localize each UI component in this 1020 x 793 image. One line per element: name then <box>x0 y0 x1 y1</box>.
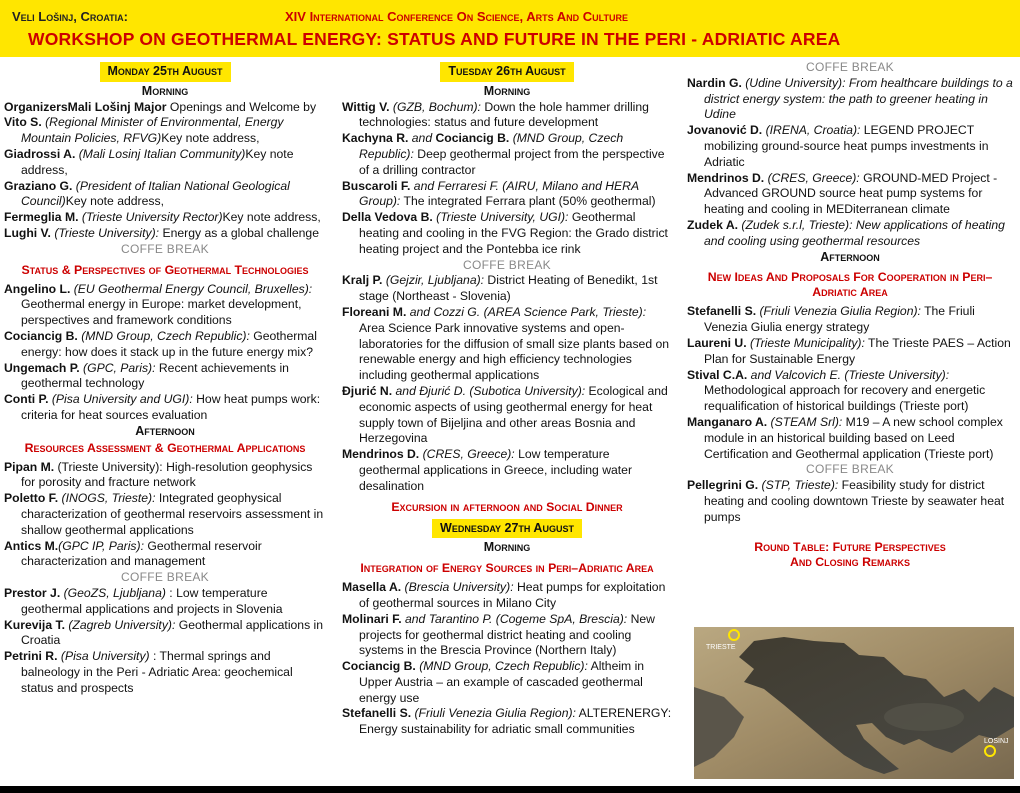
speaker-name: Stefanelli S. <box>687 304 757 319</box>
affiliation: (Pisa University and UGI): <box>48 392 193 407</box>
speaker-name: Cociancig B. <box>342 659 416 674</box>
location-label: Veli Lošinj, Croatia: <box>12 9 129 24</box>
talk-list <box>687 76 1013 250</box>
talk-item <box>687 218 1013 250</box>
affiliation: (Trieste Municipality): <box>746 335 865 350</box>
talk-title: Feasibility study for district heating and cooling downtown Trieste by seawater heat pumps <box>704 478 1005 524</box>
talk-item <box>4 100 326 116</box>
talk-item <box>342 131 672 178</box>
speaker-name: Stival C.A. <box>687 367 748 382</box>
speaker-name: Nardin G. <box>687 75 742 90</box>
speaker-name: Floreani M. <box>342 304 407 319</box>
affiliation: (Zudek s.r.l, Trieste): New applications of heating and cooling using geothermal resources <box>704 217 1005 248</box>
affiliation: (Friuli Venezia Giulia Region): <box>411 706 576 721</box>
talk-item <box>342 179 672 211</box>
talk-title: Key note address, <box>21 146 294 177</box>
speaker-name: Antics M. <box>4 538 59 553</box>
affiliation: (Zagreb University): <box>64 617 176 632</box>
talk-item <box>4 179 326 211</box>
excursion-heading: Excursion in afternoon and Social Dinner <box>391 499 623 514</box>
affiliation: and Ferraresi F. (AIRU, Milano and HERA Group): <box>359 178 639 209</box>
talk-title: : Low temperature geothermal applications and projects in Slovenia <box>21 585 283 616</box>
speaker-name: Organizers <box>4 99 68 114</box>
talk-title: Area Science Park innovative systems and open-laboratories for the diffusion of small size plants based on renewable energy and high efficiency technologies including geothermal applications <box>359 320 670 383</box>
affiliation: (GPC IP, Paris): <box>58 538 144 553</box>
talk-item <box>4 147 326 179</box>
speaker-name: Manganaro A. <box>687 414 768 429</box>
speaker-name: Della Vedova B. <box>342 210 433 225</box>
talk-title: Integrated geophysical characterization of geothermal reservoirs assessment in shallow geothermal applications <box>21 491 324 537</box>
talk-list <box>687 478 1013 525</box>
affiliation: (EU Geothermal Energy Council, Bruxelles): <box>70 281 313 296</box>
talk-title: Altheim in Upper Austria – an example of cascaded geothermal energy use <box>359 659 645 705</box>
session-afternoon: Afternoon <box>135 423 195 438</box>
talk-title: Recent achievements in geothermal technology <box>21 360 289 391</box>
affiliation: (Trieste University Rector) <box>78 210 223 225</box>
affiliation: (STP, Trieste): <box>758 478 839 493</box>
affiliation: (Pisa University) <box>57 649 150 664</box>
talk-item <box>4 226 326 242</box>
talk-item <box>4 329 326 361</box>
session-morning: Morning <box>483 540 531 555</box>
session-morning: Morning <box>483 83 531 98</box>
talk-item <box>4 361 326 393</box>
coffee-break: COFFE BREAK <box>806 462 894 477</box>
conference-title: XIV International Conference On Science, Arts And Culture <box>285 9 628 24</box>
talk-title: Geothermal heating and cooling in the FVG Region: the Grado district heating project and the Pontebba ice rink <box>359 210 668 256</box>
affiliation: (Friuli Venezia Giulia Region): <box>756 304 921 319</box>
talk-title: Openings and Welcome by <box>166 99 317 114</box>
affiliation: and Tarantino P. (Cogeme SpA, Brescia): <box>401 611 628 626</box>
affiliation: and Valcovich E. (Trieste University): <box>747 367 950 382</box>
talk-item <box>4 115 326 147</box>
speaker-name: Fermeglia M. <box>4 210 79 225</box>
day-heading-monday: Monday 25th August <box>4 62 326 82</box>
talk-title: LEGEND PROJECT mobilizing ground-source heat pumps investments in Adriatic <box>704 123 989 169</box>
talk-title: Key note address, <box>222 210 321 225</box>
column-wednesday <box>687 60 1013 574</box>
affiliation: and Cozzi G. (AREA Science Park, Trieste): <box>406 304 647 319</box>
column-monday <box>4 60 326 696</box>
talk-title: Energy as a global challenge <box>159 225 319 240</box>
talk-title: Methodological approach for recovery and energetic requalification of historical buildings (Trieste port) <box>704 383 986 414</box>
affiliation: (MND Group, Czech Republic): <box>415 659 588 674</box>
speaker-name: Jovanović D. <box>687 123 763 138</box>
speaker-name: Giadrossi A. <box>4 146 76 161</box>
talk-title: District Heating of Benedikt, 1st stage (Northeast - Slovenia) <box>359 273 658 304</box>
talk-item <box>4 392 326 424</box>
day-heading-wednesday: Wednesday 27th August <box>342 519 672 539</box>
round-table-heading: Round Table: Future Perspectives And Closing Remarks <box>754 539 946 569</box>
talk-item <box>342 706 672 738</box>
talk-item <box>4 210 326 226</box>
speaker-name: Masella A. <box>342 580 402 595</box>
talk-item <box>4 539 326 571</box>
affiliation: (Udine University): From healthcare buildings to a district energy system: the path to greener heating in Udine <box>704 75 1013 122</box>
talk-title: Heat pumps for exploitation of geothermal sources in Milano City <box>359 580 666 610</box>
talk-item <box>342 659 672 706</box>
affiliation: (Regional Minister of Environmental, Energy Mountain Policies, RFVG) <box>21 115 284 146</box>
affiliation: (Brescia University): <box>401 580 514 595</box>
affiliation: (GeoZS, Ljubljana) <box>60 585 166 600</box>
talk-title: : Thermal springs and balneology in the Peri - Adriatic Area: geochemical status and prospects <box>21 649 293 695</box>
talk-item <box>4 586 326 618</box>
speaker-name: Cociancig B. <box>4 328 78 343</box>
affiliation: (GZB, Bochum): <box>389 99 481 114</box>
talk-item <box>342 100 672 132</box>
speaker-name: Kralj P. <box>342 273 383 288</box>
coffee-break: COFFE BREAK <box>121 241 209 256</box>
talk-item <box>342 305 672 384</box>
speaker-name: Vito S. <box>4 115 42 130</box>
talk-list <box>4 586 326 697</box>
speaker-name: Pipan M. <box>4 459 55 474</box>
talk-title: How heat pumps work: criteria for heat sources evaluation <box>21 392 321 422</box>
talk-item <box>687 171 1013 218</box>
talk-title: Key note address, <box>65 194 164 209</box>
affiliation: (MND Group, Czech Republic): <box>77 328 250 343</box>
talk-item <box>342 580 672 612</box>
coffee-break: COFFE BREAK <box>806 60 894 74</box>
speaker-name: Angelino L. <box>4 281 71 296</box>
speaker-name: Prestor J. <box>4 585 61 600</box>
talk-title: Key note address, <box>161 131 260 146</box>
talk-item <box>4 282 326 329</box>
speaker-name: Poletto F. <box>4 491 59 506</box>
talk-item <box>342 447 672 494</box>
speaker-name: Mendrinos D. <box>687 170 765 185</box>
satellite-map <box>694 627 1014 779</box>
day-heading-tuesday: Tuesday 26th August <box>342 62 672 82</box>
talk-list <box>342 100 672 258</box>
map-label-losinj: LOSINJ <box>984 738 1009 745</box>
affiliation: and <box>408 131 436 146</box>
talk-list <box>342 580 672 738</box>
talk-item <box>4 491 326 538</box>
speaker-name: Mendrinos D. <box>342 447 420 462</box>
speaker-name: Laureni U. <box>687 335 747 350</box>
talk-title: M19 – A new school complex module in an historical building based on Leed Certification and Geothermal application (Trieste port) <box>704 414 1003 461</box>
talk-item <box>342 273 672 305</box>
affiliation: (INOGS, Trieste): <box>58 491 156 506</box>
affiliation: (Gejzir, Ljubljana): <box>382 273 485 288</box>
talk-title: Down the hole hammer drilling technologies: status and future development <box>359 99 649 130</box>
speaker-name: Cociancig B. <box>435 131 510 146</box>
talk-list <box>4 100 326 242</box>
affiliation: (GPC, Paris): <box>79 360 156 375</box>
talk-title: (Trieste University): High-resolution geophysics for porosity and fracture network <box>21 459 313 490</box>
talk-item <box>342 612 672 659</box>
speaker-name: Đjurić N. <box>342 383 393 398</box>
section-heading: New Ideas And Proposals For Cooperation in Peri–Adriatic Area <box>707 270 993 300</box>
speaker-name: Zudek A. <box>687 217 739 232</box>
affiliation: (MND Group, Czech Republic): <box>359 131 624 161</box>
speaker-name: Conti P. <box>4 392 49 407</box>
talk-list <box>342 273 672 494</box>
affiliation: (Trieste University, UGI): <box>432 210 569 225</box>
speaker-name: Pellegrini G. <box>687 478 759 493</box>
bay <box>884 703 964 731</box>
talk-item <box>4 649 326 696</box>
talk-item <box>687 123 1013 170</box>
talk-item <box>342 210 672 257</box>
affiliation: (Mali Losinj Italian Community) <box>75 146 246 161</box>
speaker-name: Kachyna R. <box>342 131 409 146</box>
talk-list <box>687 304 1013 462</box>
talk-item <box>4 618 326 650</box>
talk-title: Ecological and economic aspects of using geothermal energy for heat supply town of Bijeljina and other areas Bosnia and Herzegovina <box>359 383 668 446</box>
talk-title: Geothermal energy in Europe: market development, perspectives and framework conditions <box>21 297 302 328</box>
speaker-name: Molinari F. <box>342 611 402 626</box>
talk-item <box>687 415 1013 462</box>
talk-title: Low temperature geothermal applications in Greece, including water desalination <box>359 447 633 493</box>
speaker-name: Graziano G. <box>4 178 73 193</box>
speaker-name: Kurevija T. <box>4 617 65 632</box>
talk-item <box>4 460 326 492</box>
talk-list <box>4 282 326 424</box>
affiliation: (CRES, Greece): <box>764 170 860 185</box>
section-heading: Resources Assessment & Geothermal Applications <box>24 440 306 455</box>
speaker-name: Wittig V. <box>342 99 390 114</box>
talk-title: New projects for geothermal district heating and cooling systems in the Brescia Province (Northern Italy) <box>359 611 655 658</box>
speaker-name: Mali Lošinj Major <box>67 99 167 114</box>
talk-title: The Trieste PAES – Action Plan for Sustainable Energy <box>704 335 1011 366</box>
affiliation: and Đjurić D. (Subotica University): <box>392 383 586 398</box>
talk-item <box>687 76 1013 123</box>
section-heading: Integration of Energy Sources in Peri–Adriatic Area <box>360 561 654 576</box>
talk-item <box>687 368 1013 415</box>
talk-item <box>687 478 1013 525</box>
session-morning: Morning <box>141 83 189 98</box>
header-banner <box>0 0 1020 57</box>
affiliation: (IRENA, Croatia): <box>762 123 861 138</box>
talk-title: Geothermal reservoir characterization and management <box>21 538 262 569</box>
speaker-name: Petrini R. <box>4 649 58 664</box>
session-afternoon: Afternoon <box>820 249 880 264</box>
speaker-name: Ungemach P. <box>4 360 80 375</box>
talk-list <box>4 460 326 571</box>
talk-item <box>687 304 1013 336</box>
affiliation: (STEAM Srl): <box>767 414 843 429</box>
affiliation: (President of Italian National Geological Council) <box>21 178 290 209</box>
coffee-break: COFFE BREAK <box>463 257 551 272</box>
workshop-title: WORKSHOP ON GEOTHERMAL ENERGY: STATUS AND FUTURE IN THE PERI - ADRIATIC AREA <box>28 29 841 49</box>
talk-title: The Friuli Venezia Giulia energy strategy <box>704 304 975 335</box>
affiliation: (Trieste University): <box>50 225 160 240</box>
coffee-break: COFFE BREAK <box>121 570 209 585</box>
talk-title: Geothermal energy: how does it stack up in the future energy mix? <box>21 328 317 359</box>
talk-title: The integrated Ferrara plant (50% geothermal) <box>400 194 656 209</box>
talk-title: Deep geothermal project from the perspective of a drilling contractor <box>359 146 665 177</box>
section-heading: Status & Perspectives of Geothermal Technologies <box>21 262 309 277</box>
speaker-name: Lughi V. <box>4 225 51 240</box>
talk-title: ALTERENERGY: Energy sustainability for adriatic small communities <box>359 706 672 737</box>
affiliation: (CRES, Greece): <box>419 447 515 462</box>
speaker-name: Stefanelli S. <box>342 706 412 721</box>
talk-title: GROUND-MED Project - Advanced GROUND source heat pump systems for heating and cooling in MEDiterranean climate <box>704 170 998 217</box>
talk-title: Geothermal applications in Croatia <box>21 617 324 648</box>
map-label-trieste: TRIESTE <box>706 644 736 651</box>
talk-item <box>342 384 672 447</box>
column-tuesday <box>342 60 672 738</box>
speaker-name: Buscaroli F. <box>342 178 411 193</box>
talk-item <box>687 336 1013 368</box>
bottom-bar <box>0 786 1020 793</box>
